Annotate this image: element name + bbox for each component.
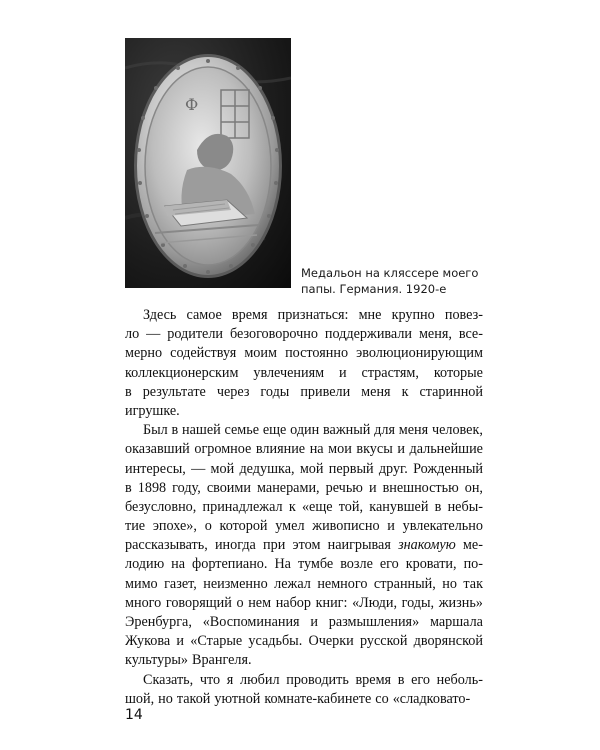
text-line: оказавший огромное влияние на мои вкусы и дальнейшие — [125, 441, 483, 458]
text-line: мерно содействуя моим постоянно эволюционирующим — [125, 345, 483, 362]
text-line: Сказать, что я любил проводить время в его неболь- — [143, 671, 483, 688]
paragraph — [125, 306, 483, 421]
medallion-photo — [125, 38, 291, 288]
text-line: Был в нашей семье еще один важный для меня человек, — [143, 422, 483, 439]
text-line: культуры» Врангеля. — [125, 652, 252, 669]
page-number: 14 — [125, 707, 143, 723]
text-line: рассказывать, иногда при этом наигрывая знакомую ме- — [125, 537, 483, 554]
paragraph — [125, 421, 483, 670]
photo-caption — [301, 265, 541, 297]
svg-text:Ф: Ф — [185, 95, 199, 114]
text-line: шой, но такой уютной комнате-кабинете со «сладковато- — [125, 690, 471, 707]
text-line: Эренбурга, «Воспоминания и размышления» маршала — [125, 614, 483, 630]
text-line: интересы, — мой дедушка, мой первый друг. Рожденный — [125, 460, 483, 477]
text-line: лодию на фортепиано. На тумбе возле его кровати, по- — [125, 556, 483, 573]
caption-line: папы. Германия. 1920-е — [301, 282, 447, 296]
text-line: в 1898 году, своими манерами, речью и внешностью он, — [125, 479, 483, 496]
paragraph — [125, 671, 483, 709]
text-line: мимо газет, неизменно лежал немного странный, но так — [125, 575, 483, 592]
body-text — [125, 306, 483, 709]
text-line: ло — родители безоговорочно поддерживали меня, все- — [125, 326, 483, 343]
caption-line: Медальон на кляссере моего — [301, 266, 479, 280]
text-line: Здесь самое время признаться: мне крупно повез- — [143, 307, 483, 323]
text-line: много говорящий о нем набор книг: «Люди, годы, жизнь» — [125, 594, 483, 611]
text-line: в результате через годы привели меня к старинной — [125, 383, 483, 400]
text-line: игрушке. — [125, 402, 180, 419]
text-line: безусловно, принадлежал к «еще той, канувшей в небы- — [125, 498, 483, 515]
text-line: тие эпохе», о которой умел живописно и увлекательно — [125, 518, 483, 535]
text-line: Жукова и «Старые усадьбы. Очерки русской дворянской — [125, 633, 483, 650]
text-line: коллекционерским увлечениям и страстям, которые — [125, 364, 483, 381]
